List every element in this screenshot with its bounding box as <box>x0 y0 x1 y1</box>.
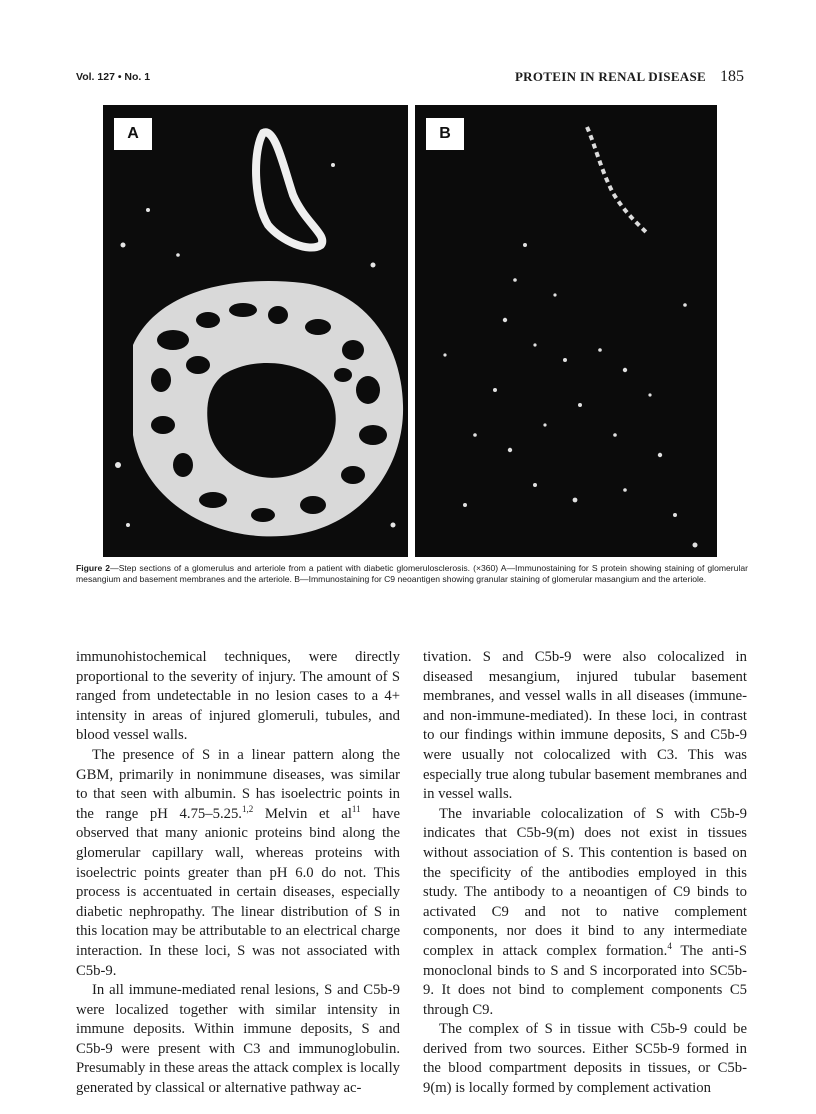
right-column <box>423 648 747 1099</box>
micrograph-panel-a <box>103 105 408 557</box>
right-p2-text-a: The invariable colocalization of S with C5b-9 indicates that C5b-9(m) does not exist in tissues without association of S. This contention is based on the specificity of the antibodies employed in this study. The antibody to a neoantigen of C9 binds to activated C9 and not to native complement components, nor does it bind to any intermediate complex in attack complex formation. <box>423 805 747 959</box>
left-p2-text-a: The presence of S in a linear pattern along the GBM, primarily in nonimmune diseases, was similar to that seen with albumin. S has isoelectric points in the range pH 4.75–5.25. <box>76 746 400 822</box>
micrograph-b-image <box>415 105 717 557</box>
left-column <box>76 648 400 1099</box>
reference-superscript: 4 <box>667 941 672 952</box>
figure-2 <box>103 105 717 557</box>
right-p2-text-b: The anti-S monoclonal binds to S and S incorporated into SC5b-9. It does not bind to complement components C5 through C9. <box>423 942 748 1018</box>
running-title-block <box>515 68 744 86</box>
right-paragraph-1: tivation. S and C5b-9 were also colocalized in diseased mesangium, injured tubular basement membranes, and vessel walls in all diseases (immune- and non-immune-mediated). In these loci, in contrast to our findings within immune deposits, S and C5b-9 were usually not colocalized with C3. This was especially true along tubular basement membranes and in vessel walls. <box>423 649 747 803</box>
running-title: PROTEIN IN RENAL DISEASE <box>514 69 706 84</box>
reference-superscript: 11 <box>351 803 361 814</box>
left-paragraph-3: In all immune-mediated renal lesions, S and C5b-9 were localized together with similar intensity in immune deposits. Within immune deposits, S and C5b-9 were present with C3 and immunoglobulin. Presumably in these areas the attack complex is locally generated by classical or alternative pathway ac- <box>76 982 400 1097</box>
micrograph-a-image <box>103 105 408 557</box>
figure-caption <box>76 563 748 585</box>
panel-b-label: B <box>426 118 464 150</box>
right-paragraph-3: The complex of S in tissue with C5b-9 could be derived from two sources. Either SC5b-9 formed in the blood compartment deposits in tissues, or C5b-9(m) is locally formed by complement activation <box>423 1021 747 1097</box>
panel-a-label: A <box>114 118 152 150</box>
reference-superscript: 1,2 <box>241 803 254 814</box>
caption-figure-label: Figure 2 <box>76 563 111 573</box>
page-number: 185 <box>720 68 744 85</box>
right-paragraph-2 <box>423 805 747 1021</box>
left-p2-text-c: have observed that many anionic proteins bind along the glomerular capillary wall, whereas proteins with isoelectric points greater than pH 6.0 do not. This process is accentuated in certain diseases, especially diabetic nephropathy. The linear distribution of S in this location may be attributable to an electrical charge interaction. In these loci, S was not associated with C5b-9. <box>76 805 400 979</box>
left-paragraph-1: immunohistochemical techniques, were directly proportional to the severity of injury. The amount of S ranged from undetectable in no lesion cases to a 4+ intensity in areas of injured glomeruli, tubules, and blood vessel walls. <box>76 649 400 744</box>
micrograph-panel-b <box>415 105 717 557</box>
running-head <box>76 68 744 88</box>
left-paragraph-2 <box>76 746 400 981</box>
left-p2-text-b: Melvin et al <box>253 805 352 822</box>
caption-text: —Step sections of a glomerulus and arteriole from a patient with diabetic glomerulosclerosis. (×360) A—Immunostaining for S protein showing staining of glomerular mesangium and basement membranes and the arteriole. B—Immunostaining for C9 neoantigen showing granular staining of glomerular masangium and the arteriole. <box>76 563 748 585</box>
journal-volume: Vol. 127 • No. 1 <box>76 71 151 83</box>
